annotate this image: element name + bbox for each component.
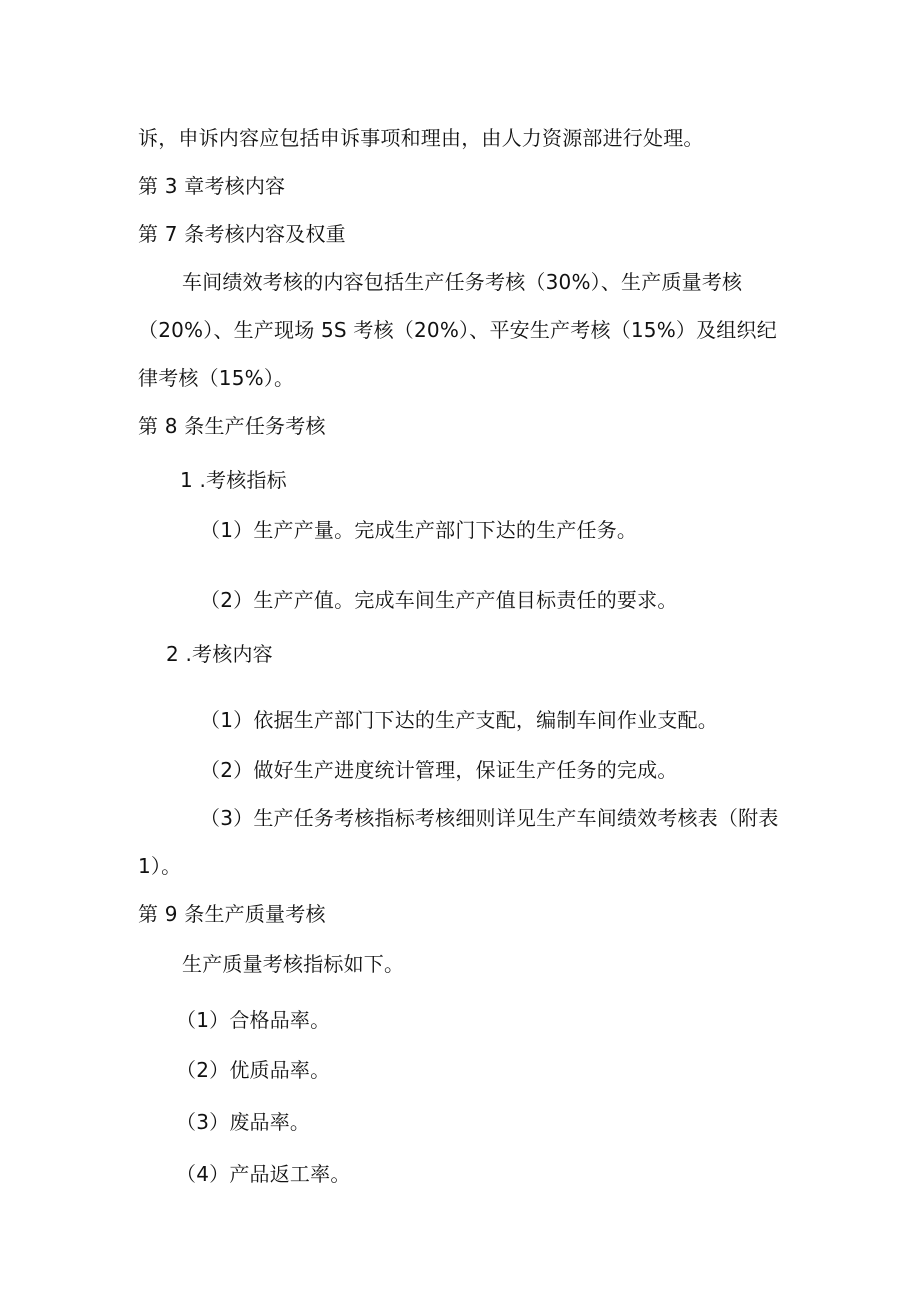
list-item: （3）废品率。 xyxy=(176,1110,311,1134)
chapter-heading: 第 3 章考核内容 xyxy=(138,174,286,198)
article-7-text-line-3: 律考核（15%）。 xyxy=(138,366,295,390)
article-7-text-line-1: 车间绩效考核的内容包括生产任务考核（30%）、生产质量考核 xyxy=(182,270,743,294)
list-item: （2）做好生产进度统计管理，保证生产任务的完成。 xyxy=(200,758,678,782)
list-item: （1）依据生产部门下达的生产支配，编制车间作业支配。 xyxy=(200,708,718,732)
list-item: （2）生产产值。完成车间生产产值目标责任的要求。 xyxy=(200,588,678,612)
list-item: （4）产品返工率。 xyxy=(176,1162,351,1186)
list-item: （2）优质品率。 xyxy=(176,1058,331,1082)
section-1-heading: 1 .考核指标 xyxy=(180,468,287,492)
article-9-heading: 第 9 条生产质量考核 xyxy=(138,902,326,926)
article-9-intro: 生产质量考核指标如下。 xyxy=(182,952,405,976)
article-7-text-line-2: （20%）、生产现场 5S 考核（20%）、平安生产考核（15%）及组织纪 xyxy=(138,318,777,342)
section-2-heading: 2 .考核内容 xyxy=(166,642,273,666)
list-item: （1）生产产量。完成生产部门下达的生产任务。 xyxy=(200,518,638,542)
article-7-heading: 第 7 条考核内容及权重 xyxy=(138,222,346,246)
paragraph-continuation: 诉，申诉内容应包括申诉事项和理由，由人力资源部进行处理。 xyxy=(138,126,704,150)
article-8-heading: 第 8 条生产任务考核 xyxy=(138,414,326,438)
list-item: （1）合格品率。 xyxy=(176,1008,331,1032)
list-item: （3）生产任务考核指标考核细则详见生产车间绩效考核表（附表 xyxy=(200,806,779,830)
list-item-continuation: 1）。 xyxy=(138,854,182,878)
